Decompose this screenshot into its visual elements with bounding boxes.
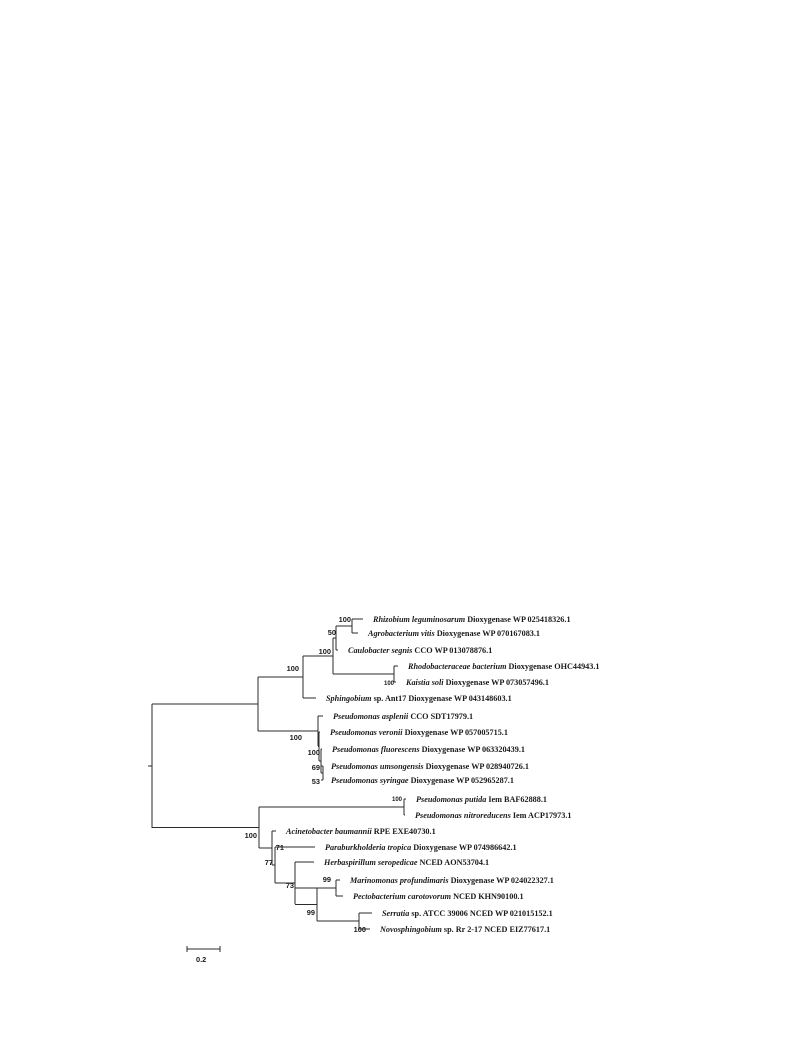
- scale-bar-label: 0.2: [196, 955, 207, 964]
- leaf-label: [285, 827, 436, 836]
- leaf-accession: Dioxygenase WP 057005715.1: [402, 728, 508, 737]
- leaf-label: [415, 811, 571, 820]
- leaf-accession: sp. Ant17 Dioxygenase WP 043148603.1: [371, 694, 512, 703]
- bootstrap-labels: [245, 615, 403, 934]
- leaf-label: [330, 728, 508, 737]
- leaf-species: Pseudomonas syringae: [331, 776, 409, 785]
- leaf-accession: Dioxygenase WP 052965287.1: [408, 776, 514, 785]
- leaf-species: Sphingobium: [326, 694, 372, 703]
- leaf-accession: RPE EXE40730.1: [371, 827, 436, 836]
- leaf-accession: Iem ACP17973.1: [510, 811, 572, 820]
- leaf-species: Pseudomonas nitroreducens: [415, 811, 511, 820]
- leaf-species: Pseudomonas asplenii: [333, 712, 409, 721]
- leaf-label: [331, 776, 514, 785]
- leaf-label: [382, 909, 553, 918]
- bootstrap-value: 100: [383, 681, 394, 687]
- bootstrap-value: 100: [307, 748, 320, 757]
- bootstrap-value: 100: [289, 733, 302, 742]
- bootstrap-value: 100: [244, 831, 257, 840]
- leaf-species: Pseudomonas putida: [416, 795, 487, 804]
- leaf-label: [323, 858, 489, 867]
- leaf-accession: NCED KHN90100.1: [451, 892, 524, 901]
- scale-bar: [187, 946, 220, 964]
- leaf-label: [372, 615, 571, 624]
- leaf-label: [326, 694, 512, 703]
- leaf-label: [332, 745, 525, 754]
- leaf-accession: Dioxygenase WP 074986642.1: [411, 843, 517, 852]
- leaf-accession: Iem BAF62888.1: [486, 795, 548, 804]
- leaf-labels: [285, 615, 600, 934]
- leaf-species: Marinomonas profundimaris: [350, 876, 449, 885]
- leaf-accession: CCO WP 013078876.1: [412, 646, 493, 655]
- bootstrap-value: 77: [264, 858, 273, 867]
- leaf-species: Caulobacter segnis: [348, 646, 413, 655]
- leaf-label: [367, 629, 540, 638]
- leaf-accession: Dioxygenase OHC44943.1: [506, 662, 600, 671]
- bootstrap-value: 53: [311, 777, 320, 786]
- leaf-label: [331, 762, 529, 771]
- leaf-accession: Dioxygenase WP 073057496.1: [443, 678, 549, 687]
- leaf-species: Rhodobacteraceae bacterium: [408, 662, 507, 671]
- leaf-species: Rhizobium leguminosarum: [373, 615, 466, 624]
- leaf-label: [353, 892, 524, 901]
- bootstrap-value: 100: [286, 664, 299, 673]
- bootstrap-value: 100: [391, 797, 402, 803]
- bootstrap-value: 50: [327, 628, 336, 637]
- leaf-species: Pectobacterium carotovorum: [353, 892, 452, 901]
- leaf-species: Pseudomonas veronii: [330, 728, 403, 737]
- leaf-accession: Dioxygenase WP 063320439.1: [419, 745, 525, 754]
- bootstrap-value: 99: [322, 875, 331, 884]
- bootstrap-value: 71: [275, 843, 284, 852]
- leaf-species: Pseudomonas umsongensis: [331, 762, 424, 771]
- bootstrap-value: 99: [306, 908, 315, 917]
- leaf-species: Kaistia soli: [406, 678, 444, 687]
- leaf-accession: Dioxygenase WP 024022327.1: [448, 876, 554, 885]
- bootstrap-value: 73: [285, 881, 294, 890]
- leaf-label: [349, 876, 554, 885]
- leaf-accession: Dioxygenase WP 025418326.1: [465, 615, 571, 624]
- leaf-species: Paraburkholderia tropica: [325, 843, 412, 852]
- bootstrap-value: 69: [311, 763, 320, 772]
- leaf-accession: CCO SDT17979.1: [408, 712, 474, 721]
- leaf-species: Agrobacterium vitis: [368, 629, 435, 638]
- leaf-label: [416, 795, 547, 804]
- bootstrap-value: 100: [353, 925, 366, 934]
- leaf-label: [379, 925, 550, 934]
- leaf-accession: Dioxygenase WP 070167083.1: [434, 629, 541, 638]
- leaf-accession: NCED AON53704.1: [417, 858, 490, 867]
- bootstrap-value: 100: [338, 615, 351, 624]
- bootstrap-value: 100: [318, 647, 331, 656]
- leaf-species: Serratia: [382, 909, 410, 918]
- leaf-accession: Dioxygenase WP 028940726.1: [423, 762, 529, 771]
- leaf-label: [325, 843, 517, 852]
- leaf-accession: sp. Rr 2-17 NCED EIZ77617.1: [441, 925, 551, 934]
- leaf-species: Pseudomonas fluorescens: [332, 745, 420, 754]
- leaf-label: [405, 678, 549, 687]
- leaf-label: [333, 712, 473, 721]
- leaf-species: Novosphingobium: [380, 925, 442, 934]
- leaf-label: [407, 662, 600, 671]
- leaf-label: [348, 646, 492, 655]
- leaf-species: Acinetobacter baumannii: [286, 827, 372, 836]
- leaf-accession: sp. ATCC 39006 NCED WP 021015152.1: [409, 909, 553, 918]
- leaf-species: Herbaspirillum seropedicae: [324, 858, 418, 867]
